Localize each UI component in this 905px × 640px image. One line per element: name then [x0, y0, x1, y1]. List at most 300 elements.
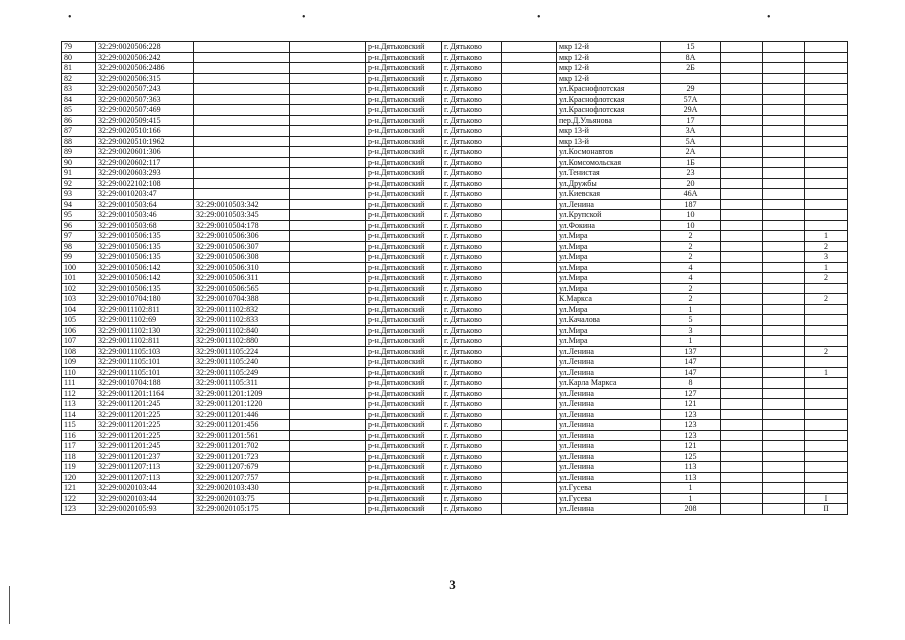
row-number-cell: 103 — [62, 294, 96, 305]
parcel-cadastral-number-cell: 32:29:0011201:702 — [194, 441, 290, 452]
street-cell: ул.Краснофлотская — [557, 105, 661, 116]
city-cell: г. Дятьково — [442, 157, 502, 168]
city-cell: г. Дятьково — [442, 199, 502, 210]
row-number-cell: 95 — [62, 210, 96, 221]
table-row — [62, 367, 848, 378]
empty-column-cell — [763, 52, 805, 63]
empty-column-cell — [502, 294, 557, 305]
row-number-cell: 91 — [62, 168, 96, 179]
parcel-cadastral-number-cell — [194, 189, 290, 200]
district-cell: р-н.Дятьковский — [366, 294, 442, 305]
house-number-cell: 23 — [661, 168, 721, 179]
apartment-number-cell — [805, 409, 848, 420]
empty-column-cell — [290, 441, 366, 452]
cadastral-number-cell: 32:29:0010506:135 — [96, 283, 194, 294]
parcel-cadastral-number-cell: 32:29:0010503:345 — [194, 210, 290, 221]
district-cell: р-н.Дятьковский — [366, 357, 442, 368]
street-cell: ул.Ленина — [557, 504, 661, 515]
parcel-cadastral-number-cell — [194, 126, 290, 137]
district-cell: р-н.Дятьковский — [366, 52, 442, 63]
empty-column-cell — [502, 441, 557, 452]
empty-column-cell — [763, 262, 805, 273]
district-cell: р-н.Дятьковский — [366, 493, 442, 504]
house-number-cell: 1 — [661, 304, 721, 315]
city-cell: г. Дятьково — [442, 409, 502, 420]
district-cell: р-н.Дятьковский — [366, 367, 442, 378]
empty-column-cell — [290, 315, 366, 326]
empty-column-cell — [290, 105, 366, 116]
table-row — [62, 262, 848, 273]
cadastral-number-cell: 32:29:0020105:93 — [96, 504, 194, 515]
empty-column-cell — [763, 94, 805, 105]
table-row — [62, 451, 848, 462]
cadastral-number-cell: 32:29:0011207:113 — [96, 462, 194, 473]
house-number-cell: 123 — [661, 409, 721, 420]
empty-column-cell — [763, 483, 805, 494]
parcel-cadastral-number-cell: 32:29:0020103:75 — [194, 493, 290, 504]
apartment-number-cell — [805, 304, 848, 315]
apartment-number-cell — [805, 147, 848, 158]
empty-column-cell — [290, 388, 366, 399]
empty-column-cell — [290, 168, 366, 179]
cadastral-number-cell: 32:29:0010704:180 — [96, 294, 194, 305]
street-cell: ул.Мира — [557, 283, 661, 294]
apartment-number-cell — [805, 178, 848, 189]
apartment-number-cell — [805, 115, 848, 126]
house-number-cell: 147 — [661, 367, 721, 378]
city-cell: г. Дятьково — [442, 325, 502, 336]
apartment-number-cell — [805, 105, 848, 116]
street-cell: мкр 13-й — [557, 136, 661, 147]
empty-column-cell — [763, 273, 805, 284]
district-cell: р-н.Дятьковский — [366, 157, 442, 168]
cadastral-number-cell: 32:29:0011102:69 — [96, 315, 194, 326]
city-cell: г. Дятьково — [442, 73, 502, 84]
district-cell: р-н.Дятьковский — [366, 210, 442, 221]
row-number-cell: 107 — [62, 336, 96, 347]
parcel-cadastral-number-cell: 32:29:0010504:178 — [194, 220, 290, 231]
empty-column-cell — [290, 483, 366, 494]
parcel-cadastral-number-cell: 32:29:0011201:446 — [194, 409, 290, 420]
parcel-cadastral-number-cell: 32:29:0020103:430 — [194, 483, 290, 494]
house-number-cell: 5А — [661, 136, 721, 147]
row-number-cell: 104 — [62, 304, 96, 315]
house-number-cell: 208 — [661, 504, 721, 515]
empty-column-cell — [763, 430, 805, 441]
empty-column-cell — [290, 399, 366, 410]
empty-column-cell — [502, 210, 557, 221]
parcel-cadastral-number-cell: 32:29:0010506:306 — [194, 231, 290, 242]
cadastral-number-cell: 32:29:0011201:225 — [96, 409, 194, 420]
parcel-cadastral-number-cell — [194, 52, 290, 63]
parcel-cadastral-number-cell: 32:29:0011105:224 — [194, 346, 290, 357]
apartment-number-cell — [805, 315, 848, 326]
cadastral-number-cell: 32:29:0010503:64 — [96, 199, 194, 210]
empty-column-cell — [290, 336, 366, 347]
apartment-number-cell — [805, 84, 848, 95]
row-number-cell: 90 — [62, 157, 96, 168]
cadastral-number-cell: 32:29:0011201:245 — [96, 399, 194, 410]
empty-column-cell — [763, 315, 805, 326]
house-number-cell: 46А — [661, 189, 721, 200]
parcel-cadastral-number-cell — [194, 157, 290, 168]
street-cell: ул.Качалова — [557, 315, 661, 326]
page-number: 3 — [449, 577, 456, 592]
cadastral-number-cell: 32:29:0020103:44 — [96, 483, 194, 494]
house-number-cell: 187 — [661, 199, 721, 210]
row-number-cell: 97 — [62, 231, 96, 242]
apartment-number-cell — [805, 378, 848, 389]
district-cell: р-н.Дятьковский — [366, 472, 442, 483]
empty-column-cell — [763, 441, 805, 452]
parcel-cadastral-number-cell — [194, 84, 290, 95]
street-cell: ул.Карла Маркса — [557, 378, 661, 389]
street-cell: ул.Мира — [557, 336, 661, 347]
empty-column-cell — [290, 430, 366, 441]
district-cell: р-н.Дятьковский — [366, 304, 442, 315]
empty-column-cell — [290, 210, 366, 221]
empty-column-cell — [721, 241, 763, 252]
empty-column-cell — [502, 231, 557, 242]
street-cell: ул.Мира — [557, 325, 661, 336]
empty-column-cell — [721, 220, 763, 231]
city-cell: г. Дятьково — [442, 420, 502, 431]
empty-column-cell — [502, 472, 557, 483]
empty-column-cell — [502, 420, 557, 431]
cadastral-number-cell: 32:29:0010506:142 — [96, 262, 194, 273]
table-row — [62, 430, 848, 441]
house-number-cell: 1Б — [661, 157, 721, 168]
apartment-number-cell — [805, 210, 848, 221]
empty-column-cell — [290, 367, 366, 378]
empty-column-cell — [502, 367, 557, 378]
parcel-cadastral-number-cell — [194, 147, 290, 158]
empty-column-cell — [290, 94, 366, 105]
parcel-cadastral-number-cell — [194, 63, 290, 74]
table-row — [62, 472, 848, 483]
empty-column-cell — [763, 472, 805, 483]
empty-column-cell — [721, 199, 763, 210]
table-row — [62, 241, 848, 252]
table-row — [62, 168, 848, 179]
parcel-cadastral-number-cell: 32:29:0010506:311 — [194, 273, 290, 284]
district-cell: р-н.Дятьковский — [366, 504, 442, 515]
street-cell: ул.Ленина — [557, 451, 661, 462]
empty-column-cell — [502, 388, 557, 399]
empty-column-cell — [290, 189, 366, 200]
row-number-cell: 109 — [62, 357, 96, 368]
row-number-cell: 118 — [62, 451, 96, 462]
empty-column-cell — [763, 462, 805, 473]
apartment-number-cell: 2 — [805, 241, 848, 252]
city-cell: г. Дятьково — [442, 220, 502, 231]
table-row — [62, 252, 848, 263]
empty-column-cell — [721, 52, 763, 63]
house-number-cell: 4 — [661, 262, 721, 273]
district-cell: р-н.Дятьковский — [366, 451, 442, 462]
empty-column-cell — [502, 483, 557, 494]
street-cell: мкр 12-й — [557, 52, 661, 63]
row-number-cell: 84 — [62, 94, 96, 105]
parcel-cadastral-number-cell — [194, 115, 290, 126]
table-row — [62, 315, 848, 326]
house-number-cell: 8 — [661, 378, 721, 389]
district-cell: р-н.Дятьковский — [366, 241, 442, 252]
empty-column-cell — [763, 378, 805, 389]
empty-column-cell — [721, 504, 763, 515]
apartment-number-cell — [805, 357, 848, 368]
empty-column-cell — [763, 367, 805, 378]
empty-column-cell — [721, 430, 763, 441]
street-cell: ул.Краснофлотская — [557, 84, 661, 95]
cadastral-number-cell: 32:29:0010506:135 — [96, 241, 194, 252]
empty-column-cell — [721, 105, 763, 116]
house-number-cell: 1 — [661, 336, 721, 347]
empty-column-cell — [290, 472, 366, 483]
empty-column-cell — [502, 399, 557, 410]
empty-column-cell — [290, 504, 366, 515]
city-cell: г. Дятьково — [442, 84, 502, 95]
table-row — [62, 210, 848, 221]
empty-column-cell — [290, 241, 366, 252]
empty-column-cell — [721, 483, 763, 494]
cadastral-number-cell: 32:29:0010503:46 — [96, 210, 194, 221]
empty-column-cell — [290, 63, 366, 74]
parcel-cadastral-number-cell: 32:29:0010506:308 — [194, 252, 290, 263]
parcel-cadastral-number-cell: 32:29:0011105:249 — [194, 367, 290, 378]
table-row — [62, 73, 848, 84]
apartment-number-cell: 3 — [805, 252, 848, 263]
empty-column-cell — [721, 367, 763, 378]
empty-column-cell — [763, 210, 805, 221]
house-number-cell: 147 — [661, 357, 721, 368]
city-cell: г. Дятьково — [442, 357, 502, 368]
empty-column-cell — [763, 420, 805, 431]
apartment-number-cell: I — [805, 493, 848, 504]
city-cell: г. Дятьково — [442, 241, 502, 252]
empty-column-cell — [502, 304, 557, 315]
empty-column-cell — [721, 231, 763, 242]
scan-dot: • — [767, 12, 771, 23]
cadastral-number-cell: 32:29:0020510:1962 — [96, 136, 194, 147]
empty-column-cell — [721, 420, 763, 431]
row-number-cell: 123 — [62, 504, 96, 515]
table-row — [62, 420, 848, 431]
street-cell: ул.Мира — [557, 231, 661, 242]
table-row — [62, 105, 848, 116]
table-row — [62, 84, 848, 95]
empty-column-cell — [763, 157, 805, 168]
apartment-number-cell — [805, 441, 848, 452]
row-number-cell: 98 — [62, 241, 96, 252]
district-cell: р-н.Дятьковский — [366, 42, 442, 53]
cadastral-number-cell: 32:29:0011201:245 — [96, 441, 194, 452]
empty-column-cell — [502, 220, 557, 231]
parcel-cadastral-number-cell: 32:29:0011201:561 — [194, 430, 290, 441]
parcel-cadastral-number-cell: 32:29:0011201:723 — [194, 451, 290, 462]
district-cell: р-н.Дятьковский — [366, 315, 442, 326]
apartment-number-cell — [805, 126, 848, 137]
apartment-number-cell: 1 — [805, 231, 848, 242]
cadastral-number-cell: 32:29:0020509:415 — [96, 115, 194, 126]
empty-column-cell — [290, 220, 366, 231]
cadastral-number-cell: 32:29:0020602:117 — [96, 157, 194, 168]
cadastral-number-cell: 32:29:0011105:101 — [96, 367, 194, 378]
house-number-cell: 1 — [661, 483, 721, 494]
district-cell: р-н.Дятьковский — [366, 262, 442, 273]
row-number-cell: 101 — [62, 273, 96, 284]
district-cell: р-н.Дятьковский — [366, 336, 442, 347]
cadastral-number-cell: 32:29:0020510:166 — [96, 126, 194, 137]
city-cell: г. Дятьково — [442, 493, 502, 504]
empty-column-cell — [763, 147, 805, 158]
house-number-cell: 1 — [661, 493, 721, 504]
empty-column-cell — [763, 168, 805, 179]
parcel-cadastral-number-cell — [194, 42, 290, 53]
empty-column-cell — [763, 336, 805, 347]
empty-column-cell — [502, 451, 557, 462]
row-number-cell: 121 — [62, 483, 96, 494]
apartment-number-cell — [805, 472, 848, 483]
empty-column-cell — [763, 283, 805, 294]
cadastral-number-cell: 32:29:0010506:135 — [96, 231, 194, 242]
table-row — [62, 52, 848, 63]
cadastral-number-cell: 32:29:0020506:228 — [96, 42, 194, 53]
empty-column-cell — [721, 252, 763, 263]
empty-column-cell — [721, 73, 763, 84]
district-cell: р-н.Дятьковский — [366, 378, 442, 389]
city-cell: г. Дятьково — [442, 63, 502, 74]
empty-column-cell — [502, 136, 557, 147]
apartment-number-cell — [805, 94, 848, 105]
row-number-cell: 119 — [62, 462, 96, 473]
empty-column-cell — [763, 304, 805, 315]
apartment-number-cell — [805, 63, 848, 74]
empty-column-cell — [763, 220, 805, 231]
table-row — [62, 178, 848, 189]
empty-column-cell — [721, 273, 763, 284]
apartment-number-cell — [805, 168, 848, 179]
table-row — [62, 157, 848, 168]
row-number-cell: 83 — [62, 84, 96, 95]
empty-column-cell — [290, 126, 366, 137]
street-cell: мкр 12-й — [557, 73, 661, 84]
empty-column-cell — [502, 430, 557, 441]
parcel-cadastral-number-cell: 32:29:0011102:832 — [194, 304, 290, 315]
empty-column-cell — [290, 147, 366, 158]
apartment-number-cell — [805, 220, 848, 231]
street-cell: пер.Д.Ульянова — [557, 115, 661, 126]
row-number-cell: 116 — [62, 430, 96, 441]
table-row — [62, 136, 848, 147]
empty-column-cell — [763, 73, 805, 84]
street-cell: ул.Ленина — [557, 346, 661, 357]
table-row — [62, 504, 848, 515]
cadastral-number-cell: 32:29:0020506:242 — [96, 52, 194, 63]
house-number-cell: 4 — [661, 273, 721, 284]
house-number-cell: 137 — [661, 346, 721, 357]
district-cell: р-н.Дятьковский — [366, 420, 442, 431]
cadastral-number-cell: 32:29:0011105:103 — [96, 346, 194, 357]
parcel-cadastral-number-cell — [194, 136, 290, 147]
district-cell: р-н.Дятьковский — [366, 199, 442, 210]
district-cell: р-н.Дятьковский — [366, 231, 442, 242]
apartment-number-cell — [805, 325, 848, 336]
empty-column-cell — [290, 157, 366, 168]
city-cell: г. Дятьково — [442, 504, 502, 515]
empty-column-cell — [763, 252, 805, 263]
row-number-cell: 81 — [62, 63, 96, 74]
district-cell: р-н.Дятьковский — [366, 430, 442, 441]
empty-column-cell — [502, 493, 557, 504]
city-cell: г. Дятьково — [442, 42, 502, 53]
table-row — [62, 336, 848, 347]
district-cell: р-н.Дятьковский — [366, 168, 442, 179]
apartment-number-cell: 2 — [805, 346, 848, 357]
apartment-number-cell — [805, 462, 848, 473]
empty-column-cell — [763, 325, 805, 336]
district-cell: р-н.Дятьковский — [366, 325, 442, 336]
empty-column-cell — [721, 315, 763, 326]
empty-column-cell — [290, 346, 366, 357]
district-cell: р-н.Дятьковский — [366, 136, 442, 147]
street-cell: ул.Гусева — [557, 493, 661, 504]
table-row — [62, 357, 848, 368]
scan-dot: • — [537, 12, 541, 23]
empty-column-cell — [721, 493, 763, 504]
row-number-cell: 96 — [62, 220, 96, 231]
empty-column-cell — [721, 472, 763, 483]
city-cell: г. Дятьково — [442, 462, 502, 473]
apartment-number-cell — [805, 189, 848, 200]
empty-column-cell — [502, 325, 557, 336]
empty-column-cell — [502, 262, 557, 273]
cadastral-number-cell: 32:29:0011201:225 — [96, 420, 194, 431]
table-row — [62, 63, 848, 74]
parcel-cadastral-number-cell: 32:29:0020105:175 — [194, 504, 290, 515]
apartment-number-cell — [805, 283, 848, 294]
parcel-cadastral-number-cell: 32:29:0010506:307 — [194, 241, 290, 252]
empty-column-cell — [763, 189, 805, 200]
empty-column-cell — [763, 399, 805, 410]
table-row — [62, 483, 848, 494]
district-cell: р-н.Дятьковский — [366, 462, 442, 473]
row-number-cell: 92 — [62, 178, 96, 189]
city-cell: г. Дятьково — [442, 441, 502, 452]
empty-column-cell — [502, 105, 557, 116]
empty-column-cell — [502, 147, 557, 158]
empty-column-cell — [721, 357, 763, 368]
street-cell: ул.Киевская — [557, 189, 661, 200]
empty-column-cell — [502, 336, 557, 347]
apartment-number-cell: 2 — [805, 273, 848, 284]
district-cell: р-н.Дятьковский — [366, 220, 442, 231]
city-cell: г. Дятьково — [442, 178, 502, 189]
empty-column-cell — [290, 262, 366, 273]
parcel-cadastral-number-cell: 32:29:0011201:1220 — [194, 399, 290, 410]
city-cell: г. Дятьково — [442, 378, 502, 389]
empty-column-cell — [502, 409, 557, 420]
parcel-cadastral-number-cell: 32:29:0011102:833 — [194, 315, 290, 326]
empty-column-cell — [763, 63, 805, 74]
apartment-number-cell: 1 — [805, 367, 848, 378]
row-number-cell: 93 — [62, 189, 96, 200]
street-cell: ул.Ленина — [557, 472, 661, 483]
district-cell: р-н.Дятьковский — [366, 147, 442, 158]
city-cell: г. Дятьково — [442, 304, 502, 315]
parcel-cadastral-number-cell: 32:29:0010704:388 — [194, 294, 290, 305]
district-cell: р-н.Дятьковский — [366, 189, 442, 200]
